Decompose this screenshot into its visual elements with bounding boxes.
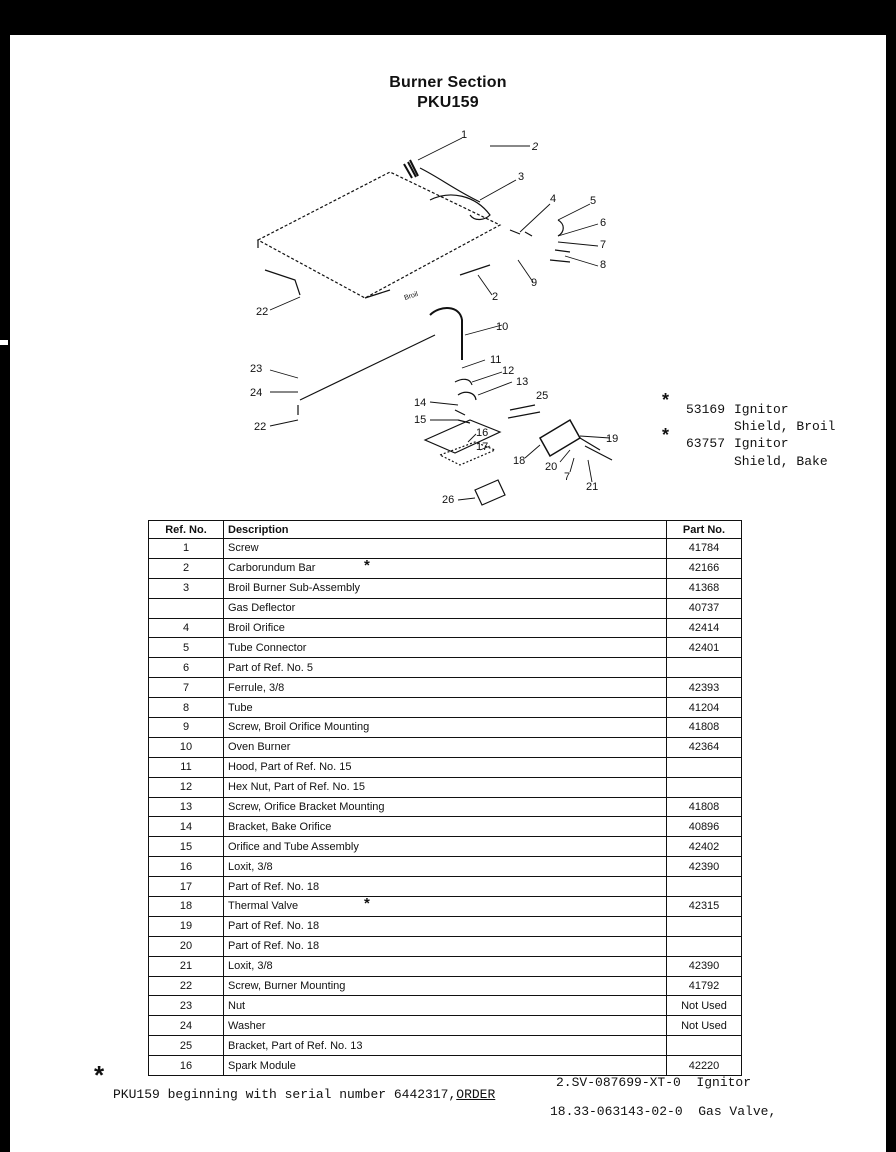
side-note-2-star: * [662,425,670,445]
table-row [149,757,742,777]
side-note-1-part: 53169 [686,402,726,417]
callout-10: 10 [496,321,509,333]
cell-desc-text: Screw [228,542,259,555]
cell-desc [224,658,667,678]
table-row [149,658,742,678]
cell-desc-text: Part of Ref. No. 18 [228,940,320,953]
cell-desc [224,1056,667,1076]
callout-4: 4 [550,193,557,205]
table-row [149,618,742,638]
callout-16: 16 [476,427,489,439]
cell-desc [224,996,667,1016]
cell-desc [224,817,667,837]
cell-desc-text: Hood, Part of Ref. No. 15 [228,761,352,774]
cell-desc [224,1036,667,1056]
cell-part [667,658,742,678]
cell-part: Not Used [667,996,742,1016]
parts-table-body [149,539,742,1076]
order-item-1-text: SV-087699-XT-0 Ignitor [571,1075,752,1090]
cell-part: 42401 [667,638,742,658]
cell-ref: 8 [149,698,224,718]
cell-part [667,757,742,777]
cell-desc-text: Loxit, 3/8 [228,960,273,973]
cell-ref: 17 [149,877,224,897]
callout-3: 3 [518,171,525,183]
table-row [149,718,742,738]
cell-desc-text: Screw, Burner Mounting [228,980,346,993]
footer-prefix: PKU159 beginning with serial number 6442317, [113,1087,457,1102]
cell-desc [224,916,667,936]
table-row [149,558,742,578]
cell-desc [224,757,667,777]
cell-part: 40896 [667,817,742,837]
cell-ref: 13 [149,797,224,817]
callout-25: 25 [536,390,549,402]
callout-19: 19 [606,433,619,445]
callout-15: 15 [414,414,427,426]
callout-2: 2 [532,141,539,153]
callout-18: 18 [513,455,526,467]
cell-ref: 20 [149,936,224,956]
callout-6: 6 [600,217,607,229]
cell-ref: 14 [149,817,224,837]
cell-ref: 24 [149,1016,224,1036]
cell-desc [224,698,667,718]
cell-ref: 18 [149,897,224,917]
callout-22: 22 [256,306,269,318]
cell-part: 41808 [667,718,742,738]
cell-desc-text: Ferrule, 3/8 [228,681,285,694]
cell-ref: 4 [149,618,224,638]
table-row [149,956,742,976]
row-star-marker: * [364,556,370,574]
header-ref: Ref. No. [149,521,224,539]
table-row [149,598,742,618]
cell-desc [224,1016,667,1036]
side-note-2-desc1: Ignitor [734,436,789,451]
table-row [149,1016,742,1036]
cell-ref [149,598,224,618]
header-desc: Description [224,521,667,539]
table-row [149,916,742,936]
callout-7: 7 [600,239,607,251]
cell-desc [224,558,667,578]
cell-part: Not Used [667,1016,742,1036]
cell-ref: 7 [149,678,224,698]
cell-desc [224,718,667,738]
callout-20: 20 [545,461,558,473]
cell-ref: 15 [149,837,224,857]
cell-part [667,777,742,797]
cell-part [667,1036,742,1056]
cell-desc-text: Nut [228,999,246,1012]
cell-part: 42393 [667,678,742,698]
callout-24: 24 [250,387,263,399]
callout-9: 9 [531,277,538,289]
side-note-1-star: * [662,390,670,410]
cell-ref: 12 [149,777,224,797]
table-row [149,857,742,877]
cell-desc-text: Tube Connector [228,641,307,654]
binding-mark [0,340,8,345]
callout-13: 13 [516,376,529,388]
cell-part [667,916,742,936]
cell-part: 42166 [667,558,742,578]
callout-14: 14 [414,397,427,409]
cell-desc [224,837,667,857]
cell-desc-text: Part of Ref. No. 5 [228,661,313,674]
table-row [149,936,742,956]
cell-ref: 19 [149,916,224,936]
cell-desc [224,737,667,757]
callout-26: 26 [442,494,455,506]
order-item-1 [556,1075,751,1090]
cell-desc [224,678,667,698]
side-note-1-desc2: Shield, Broil [734,419,836,434]
cell-desc [224,777,667,797]
cell-desc-text: Gas Deflector [228,602,296,615]
cell-desc-text: Screw, Broil Orifice Mounting [228,721,370,734]
cell-ref: 9 [149,718,224,738]
table-row [149,817,742,837]
cell-desc-text: Thermal Valve [228,900,299,913]
cell-desc [224,539,667,559]
cell-desc-text: Broil Burner Sub-Assembly [228,582,361,595]
table-row [149,638,742,658]
cell-desc-text: Part of Ref. No. 18 [228,920,320,933]
side-note-2-desc2: Shield, Bake [734,454,828,469]
callout-7b: 7 [564,471,571,483]
cell-part: 42402 [667,837,742,857]
page-subtitle: PKU159 [417,94,479,111]
cell-ref: 2 [149,558,224,578]
order-item-2-ref: 18. [550,1104,574,1119]
table-row [149,1056,742,1076]
cell-desc [224,578,667,598]
cell-part: 41792 [667,976,742,996]
callout-12: 12 [502,365,515,377]
svg-text:Broil: Broil [403,290,419,302]
cell-ref: 22 [149,976,224,996]
cell-part [667,877,742,897]
cell-ref: 16 [149,1056,224,1076]
cell-desc-text: Carborundum Bar [228,562,316,575]
callout-11: 11 [490,354,502,366]
row-star-marker: * [364,895,370,913]
cell-desc [224,598,667,618]
callout-22b: 22 [254,421,267,433]
cell-desc-text: Broil Orifice [228,622,285,634]
cell-part: 42390 [667,956,742,976]
cell-ref: 11 [149,757,224,777]
table-row [149,877,742,897]
cell-desc-text: Oven Burner [228,741,291,754]
cell-part: 41204 [667,698,742,718]
cell-desc-text: Tube [228,701,253,714]
callout-17: 17 [476,441,489,453]
cell-desc-text: Orifice and Tube Assembly [228,840,359,853]
cell-desc-text: Spark Module [228,1059,296,1072]
callout-5: 5 [590,195,597,207]
table-row [149,698,742,718]
footer-order: ORDER [456,1087,496,1102]
cell-desc [224,638,667,658]
cell-part: 42220 [667,1056,742,1076]
side-note-1-desc1: Ignitor [734,402,789,417]
callout-21: 21 [586,481,599,493]
cell-part: 40737 [667,598,742,618]
cell-desc [224,857,667,877]
cell-ref: 25 [149,1036,224,1056]
cell-part [667,936,742,956]
callout-1: 1 [461,129,468,141]
cell-part: 42364 [667,737,742,757]
cell-desc-text: Washer [228,1019,266,1032]
footer-star: * [94,1060,105,1090]
cell-desc-text: Bracket, Bake Orifice [228,820,332,833]
header-part: Part No. [667,521,742,539]
order-item-2 [550,1104,776,1119]
cell-desc-text: Screw, Orifice Bracket Mounting [228,801,385,814]
cell-desc-text: Bracket, Part of Ref. No. 13 [228,1039,363,1052]
table-row [149,996,742,1016]
cell-part: 42390 [667,857,742,877]
table-row [149,976,742,996]
order-item-2-text: 33-063143-02-0 Gas Valve, [573,1104,777,1119]
table-header-row [149,521,742,539]
table-row [149,837,742,857]
cell-desc [224,877,667,897]
callout-23: 23 [250,363,263,375]
table-row [149,678,742,698]
table-row [149,897,742,917]
side-note-2-part: 63757 [686,436,726,451]
cell-desc [224,897,667,917]
cell-desc [224,976,667,996]
cell-ref: 10 [149,737,224,757]
table-row [149,797,742,817]
cell-desc-text: Loxit, 3/8 [228,860,273,873]
cell-ref: 21 [149,956,224,976]
callout-8: 8 [600,259,607,271]
order-item-1-ref: 2. [556,1075,572,1090]
table-row [149,539,742,559]
footer-line [113,1087,495,1102]
cell-ref: 3 [149,578,224,598]
cell-ref: 16 [149,857,224,877]
table-row [149,737,742,757]
cell-desc [224,956,667,976]
cell-desc [224,797,667,817]
table-row [149,578,742,598]
cell-part: 41808 [667,797,742,817]
cell-desc [224,618,667,638]
cell-part: 41784 [667,539,742,559]
cell-part: 41368 [667,578,742,598]
cell-part: 42414 [667,618,742,638]
cell-desc-text: Hex Nut, Part of Ref. No. 15 [228,781,365,794]
cell-ref: 1 [149,539,224,559]
cell-ref: 5 [149,638,224,658]
cell-desc-text: Part of Ref. No. 18 [228,880,320,893]
callout-2b: 2 [492,291,499,303]
exploded-diagram [240,120,640,520]
table-row [149,777,742,797]
page-title: Burner Section [389,74,507,91]
table-row [149,1036,742,1056]
cell-part: 42315 [667,897,742,917]
cell-ref: 6 [149,658,224,678]
cell-ref: 23 [149,996,224,1016]
parts-table [148,520,742,1076]
cell-desc [224,936,667,956]
